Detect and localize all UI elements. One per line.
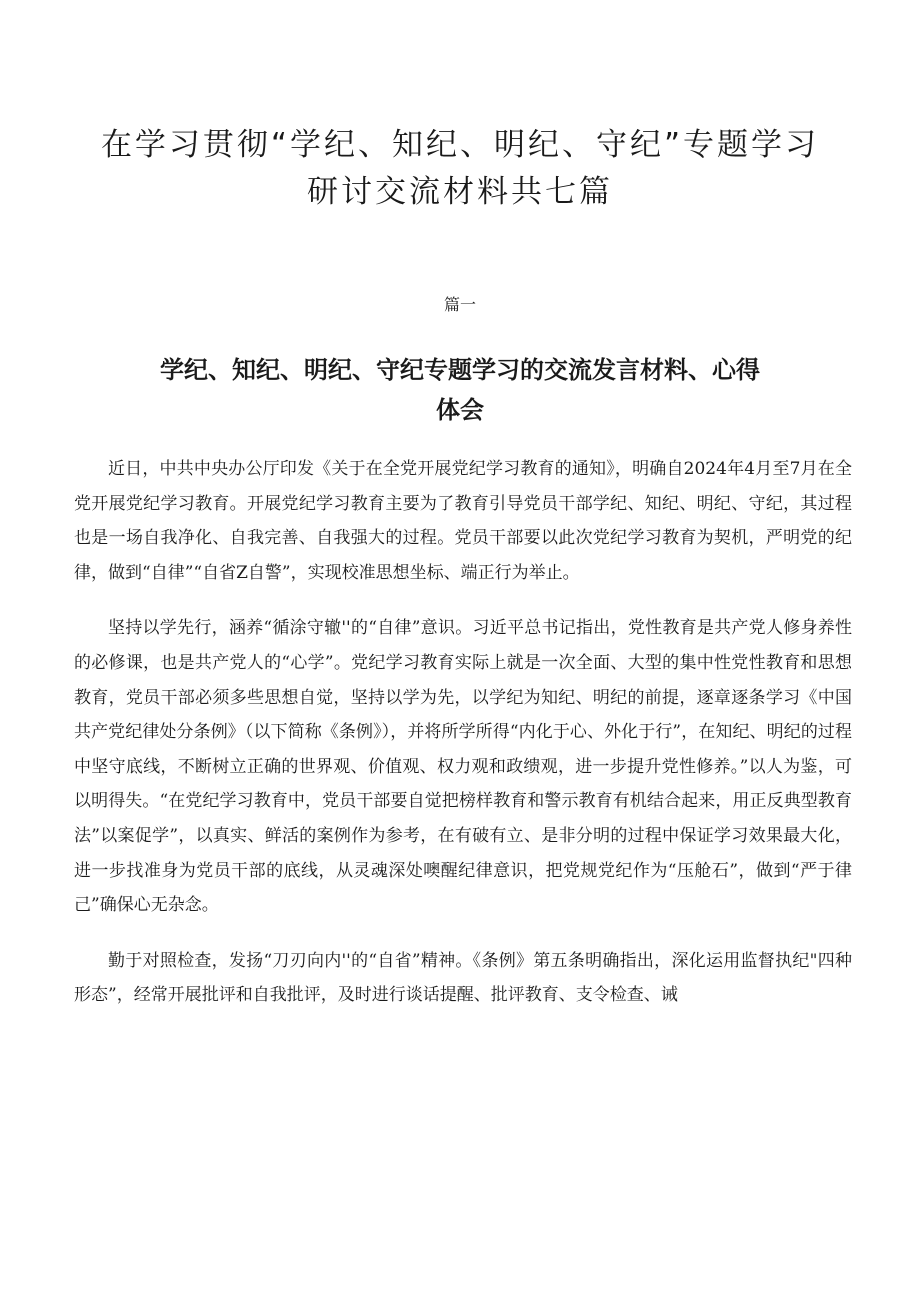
paragraph-3: 勤于对照检查，发扬“刀刃向内''的“自省”精神。《条例》第五条明确指出，深化运用监督执纪"四种形态”，经常开展批评和自我批评，及时进行谈话提醒、批评教育、支令检查、诫 — [74, 950, 852, 1006]
paragraph-2: 坚持以学先行，涵养“循涂守辙''的“自律”意识。习近平总书记指出，党性教育是共产党人修身养性的必修课，也是共产党人的“心学”。党纪学习教育实际上就是一次全面、大型的集中性党性教育和思想教育，党员干部必须多些思想自觉，坚持以学为先，以学纪为知纪、明纪的前提，逐章逐条学习《中国共产党纪律处分条例》（以下简称《条例》），并将所学所得“内化于心、外化于行”，在知纪、明纪的过程中坚守底线，不断树立正确的世界观、价值观、权力观和政缋观，进一步提升党性修养。”以人为鉴，可以明得失。“在党纪学习教育中，党员干部要自觉把榜样教育和警示教育有机结合起来，用正反典型教育法”以案促学”，以真实、鲜活的案例作为参考，在有破有立、是非分明的过程中保证学习效果最大化，进一步找准身为党员干部的底线，从灵魂深处噢醒纪律意识，把党规党纪作为“压舱石”，做到“严于律己”确保心无杂念。 — [74, 618, 852, 916]
document-title: 在学习贯彻“学纪、知纪、明纪、守纪”专题学习 研讨交流材料共七篇 — [100, 127, 820, 210]
section-heading: 学纪、知纪、明纪、守纪专题学习的交流发言材料、心得 体会 — [160, 356, 760, 424]
section-label: 篇一 — [443, 295, 476, 314]
document-body — [74, 452, 852, 1034]
paragraph-1: 近日，中共中央办公厅印发《关于在全党开展党纪学习教育的通知》，明确自2024年4月至7月在全党开展党纪学习教育。开展党纪学习教育主要为了教育引导党员干部学纪、知纪、明纪、守纪，其过程也是一场自我净化、自我完善、自我强大的过程。党员干部要以此次党纪学习教育为契机，严明党的纪律，做到“自律”“自省Z自警”，实现校准思想坐标、端正行为举止。 — [74, 459, 852, 583]
